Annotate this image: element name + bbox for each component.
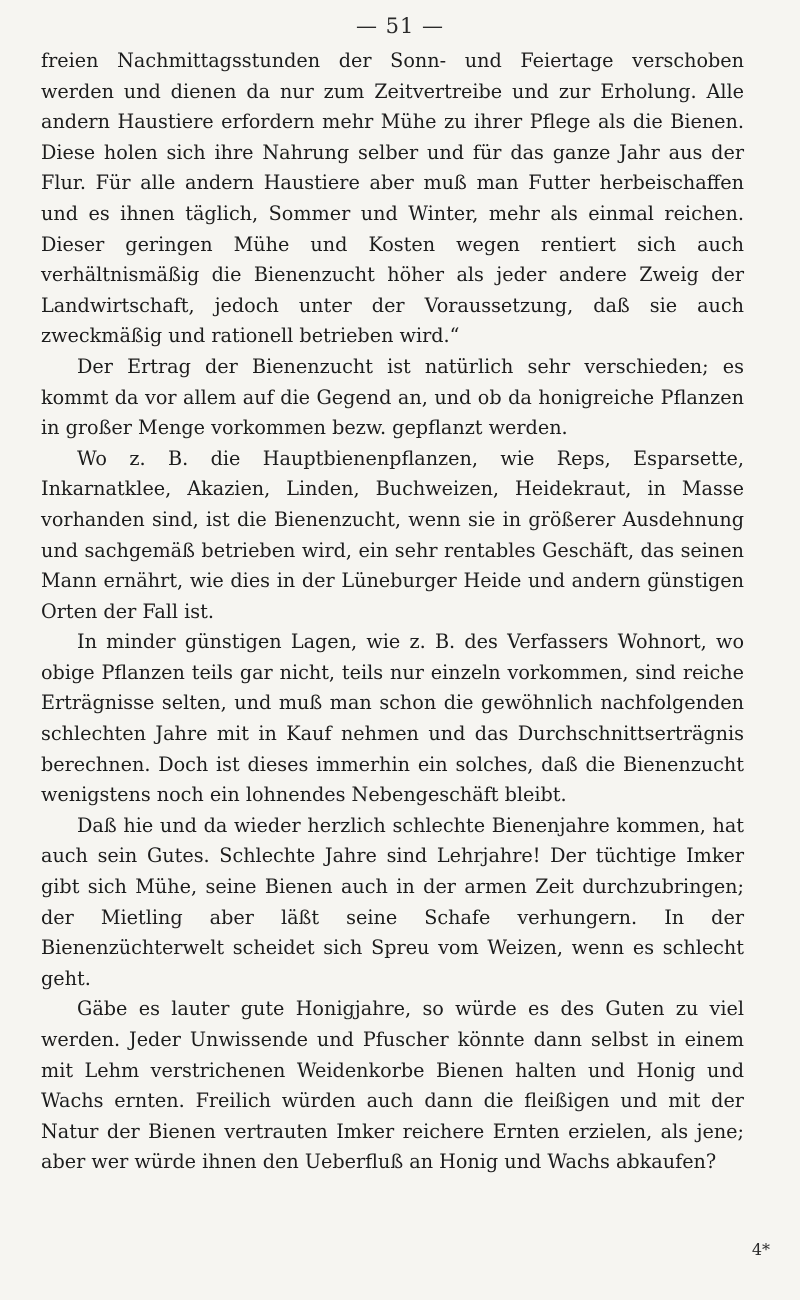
- paragraph: freien Nachmittagsstunden der Sonn- und Feiertage verschoben werden und dienen da nur zum Zeitvertreibe und zur Erholung. Alle andern Haustiere erfordern mehr Mühe zu ihrer Pflege als die Bienen. Diese holen sich ihre Nahrung selber und für das ganze Jahr aus der Flur. Für alle andern Haustiere aber muß man Futter herbeischaffen und es ihnen täglich, Sommer und Winter, mehr als einmal reichen. Dieser geringen Mühe und Kosten wegen rentiert sich auch verhältnismäßig die Bienenzucht höher als jeder andere Zweig der Landwirtschaft, jedoch unter der Voraussetzung, daß sie auch zweckmäßig und rationell betrieben wird.“: [41, 49, 744, 348]
- paragraph: In minder günstigen Lagen, wie z. B. des Verfassers Wohnort, wo obige Pflanzen teils gar nicht, teils nur einzeln vorkommen, sind reiche Erträgnisse selten, und muß man schon die gewöhnlich nachfolgenden schlechten Jahre mit in Kauf nehmen und das Durchschnittserträgnis berechnen. Doch ist dieses immerhin ein solches, daß die Bienenzucht wenigstens noch ein lohnendes Nebengeschäft bleibt.: [41, 630, 744, 807]
- paragraph: Der Ertrag der Bienenzucht ist natürlich sehr verschieden; es kommt da vor allem auf die Gegend an, und ob da honigreiche Pflanzen in großer Menge vorkommen bezw. gepflanzt werden.: [41, 354, 744, 440]
- paragraph: Gäbe es lauter gute Honigjahre, so würde es des Guten zu viel werden. Jeder Unwissende und Pfuscher könnte dann selbst in einem mit Lehm verstrichenen Weidenkorbe Bienen halten und Honig und Wachs ernten. Freilich würden auch dann die fleißigen und mit der Natur der Bienen vertrauten Imker reichere Ernten erzielen, als jene; aber wer würde ihnen den Ueberfluß an Honig und Wachs abkaufen?: [41, 997, 744, 1174]
- page-number-header: — 51 —: [355, 14, 445, 38]
- paragraph: Daß hie und da wieder herzlich schlechte Bienenjahre kommen, hat auch sein Gutes. Schlechte Jahre sind Lehrjahre! Der tüchtige Imker gibt sich Mühe, seine Bienen auch in der armen Zeit durchzubringen; der Mietling aber läßt seine Schafe verhungern. In der Bienenzüchterwelt scheidet sich Spreu vom Weizen, wenn es schlecht geht.: [41, 813, 744, 990]
- signature-mark: 4*: [751, 1240, 770, 1259]
- body-text: [41, 46, 744, 1178]
- paragraph: Wo z. B. die Hauptbienenpflanzen, wie Reps, Esparsette, Inkarnatklee, Akazien, Linden, Buchweizen, Heidekraut, in Masse vorhanden sind, ist die Bienenzucht, wenn sie in größerer Ausdehnung und sachgemäß betrieben wird, ein sehr rentables Geschäft, das seinen Mann ernährt, wie dies in der Lüneburger Heide und andern günstigen Orten der Fall ist.: [41, 446, 744, 623]
